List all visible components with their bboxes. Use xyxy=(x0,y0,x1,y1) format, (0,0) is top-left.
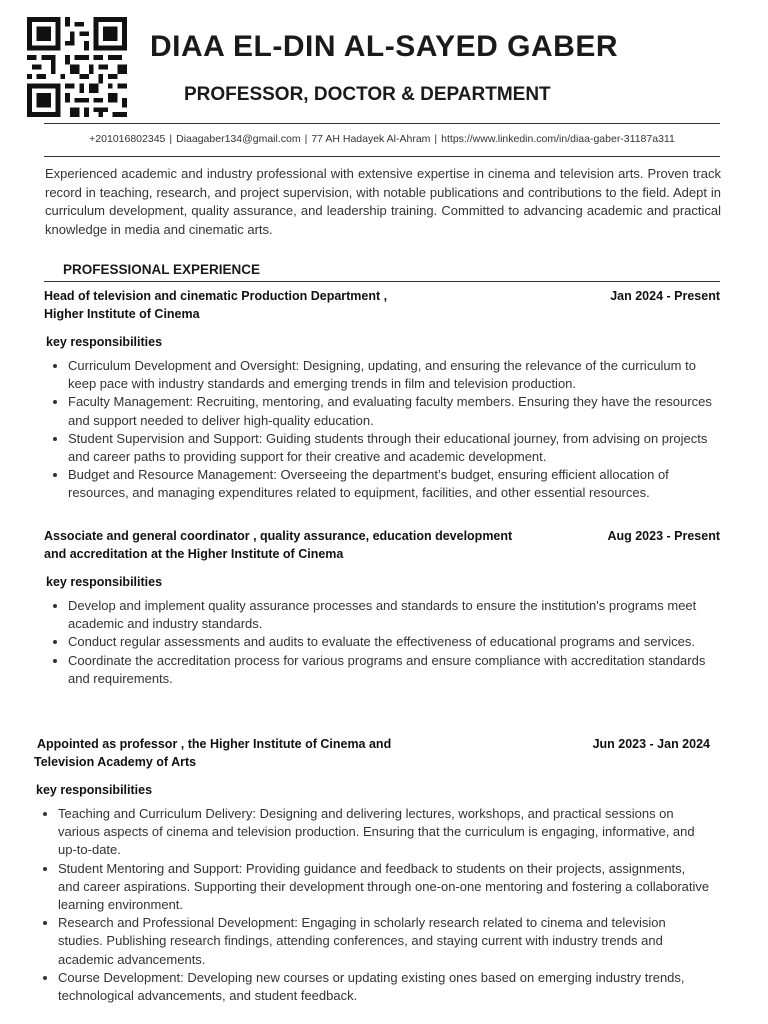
profile-summary: Experienced academic and industry professional with extensive expertise in cinema and television arts. Proven track record in teaching, research, and project supervision, with notable publications and contributions to the field. Adept in curriculum development, quality assurance, and leadership training. Committed to advancing academic and practical knowledge in media and cinematic arts. xyxy=(45,166,721,237)
contact-separator: | xyxy=(169,133,173,145)
section-divider xyxy=(44,281,720,282)
list-item: • Student Mentoring and Support: Providing guidance and feedback to students on their projects, assignments, and career aspirations. Supporting their development through one-on-one mentoring and fostering a collaborative learning environment. xyxy=(58,860,710,915)
qr-code xyxy=(24,17,130,117)
job-title-continued: and accreditation at the Higher Institute of Cinema xyxy=(44,547,344,561)
job-date: Jan 2024 - Present xyxy=(610,289,720,303)
contact-separator: | xyxy=(304,133,308,145)
job-date: Jun 2023 - Jan 2024 xyxy=(592,737,710,751)
contact-separator: | xyxy=(434,133,438,145)
responsibilities-list xyxy=(44,597,720,688)
job-header xyxy=(44,527,720,563)
responsibilities-list xyxy=(44,357,720,503)
job-title-continued: Higher Institute of Cinema xyxy=(44,307,200,321)
list-item: • Student Supervision and Support: Guiding students through their educational journey, from advising on projects and career paths to providing support for their creative and academic development. xyxy=(68,430,720,466)
responsibilities-list xyxy=(34,805,710,1005)
contact-address: 77 AH Hadayek Al-Ahram xyxy=(311,133,431,145)
list-item: • Faculty Management: Recruiting, mentoring, and evaluating faculty members. Ensuring they have the resources and support needed to deliver high-quality education. xyxy=(68,393,720,429)
section-title-experience: PROFESSIONAL EXPERIENCE xyxy=(63,262,261,277)
contact-phone[interactable]: +201016802345 xyxy=(89,133,166,145)
job-entry xyxy=(44,527,720,688)
job-title-continued: Television Academy of Arts xyxy=(34,755,197,769)
list-item: • Conduct regular assessments and audits to evaluate the effectiveness of educational programs and services. xyxy=(68,633,720,651)
list-item: • Budget and Resource Management: Overseeing the department’s budget, ensuring efficient allocation of resources, and managing expenditures related to equipment, facilities, and other essential resources. xyxy=(68,466,720,502)
job-entry xyxy=(44,287,720,503)
job-title: Associate and general coordinator , quality assurance, education development xyxy=(44,529,513,543)
contact-email[interactable]: Diaagaber134@gmail.com xyxy=(176,133,301,145)
contact-line xyxy=(44,133,720,145)
list-item: • Course Development: Developing new courses or updating existing ones based on emerging industry trends, technological advancements, and student feedback. xyxy=(58,969,710,1005)
candidate-subtitle: PROFESSOR, DOCTOR & DEPARTMENT xyxy=(184,84,551,105)
header-bottom-divider xyxy=(44,156,720,157)
responsibilities-heading: key responsibilities xyxy=(36,783,153,797)
list-item: • Curriculum Development and Oversight: Designing, updating, and ensuring the relevance of the curriculum to keep pace with industry standards and emerging trends in film and television production. xyxy=(68,357,720,393)
list-item: • Develop and implement quality assurance processes and standards to ensure the institution's programs meet academic and industry standards. xyxy=(68,597,720,633)
job-header xyxy=(44,287,720,323)
job-header xyxy=(34,735,710,771)
list-item: • Teaching and Curriculum Delivery: Designing and delivering lectures, workshops, and practical sessions on various aspects of cinema and television production. Ensuring that the curriculum is engaging, informative, and up-to-date. xyxy=(58,805,710,860)
header-top-divider xyxy=(44,123,720,124)
responsibilities-heading: key responsibilities xyxy=(46,335,163,349)
job-title: Head of television and cinematic Production Department , xyxy=(44,289,388,303)
contact-linkedin[interactable]: https://www.linkedin.com/in/diaa-gaber-31187a311 xyxy=(441,133,675,145)
responsibilities-heading: key responsibilities xyxy=(46,575,163,589)
job-entry xyxy=(34,735,710,1005)
job-date: Aug 2023 - Present xyxy=(607,529,720,543)
job-title: Appointed as professor , the Higher Institute of Cinema and xyxy=(34,737,392,751)
list-item: • Research and Professional Development: Engaging in scholarly research related to cinema and television studies. Publishing research findings, attending conferences, and staying current with industry trends and academic advancements. xyxy=(58,914,710,969)
candidate-name: DIAA EL-DIN AL-SAYED GABER xyxy=(150,30,619,63)
list-item: • Coordinate the accreditation process for various programs and ensure compliance with accreditation standards and requirements. xyxy=(68,652,720,688)
